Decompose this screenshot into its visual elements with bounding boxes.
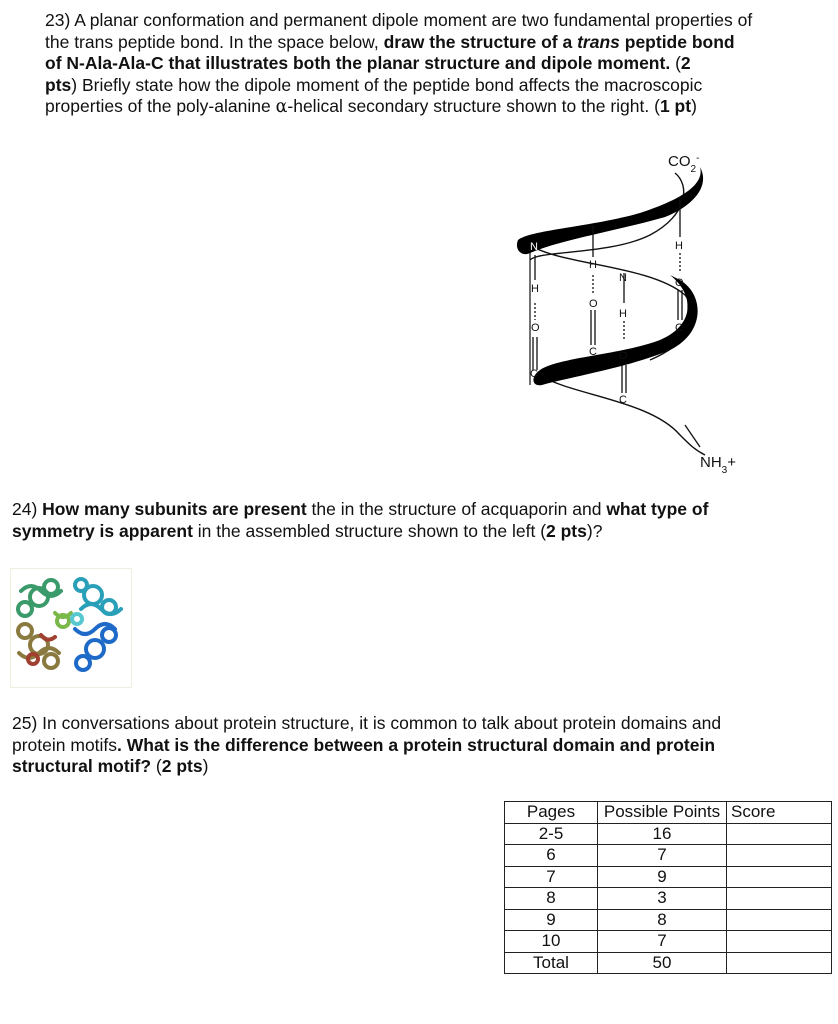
page-cell: 8 [505,888,598,910]
q23-text: properties of the poly-alanine [45,96,276,116]
q24-line-2 [12,521,812,543]
q23-alpha: α [275,97,288,117]
q25-line-1 [12,713,812,735]
q25-line-2 [12,735,812,757]
table-row [505,866,832,888]
q23-text: ) Briefly state how the dipole moment of the peptide bond affects the macroscopic [71,74,703,95]
q23-bold: peptide bond [619,31,735,52]
helix-atom-label: H [675,240,683,252]
aquaporin-image [10,568,132,688]
q24-text: the in the structure of acquaporin and [306,499,607,519]
q25-points: 2 pts [161,756,203,776]
score-cell[interactable] [727,952,832,974]
score-cell[interactable] [727,888,832,910]
q23-trans: trans [577,31,620,52]
q23-points: pts [45,74,72,95]
q24-bold: symmetry is apparent [12,520,193,541]
q24-text: 24) [12,499,43,519]
helix-atom-label: N [619,272,627,284]
helix-atom-label: O [589,298,598,310]
header-possible-points: Possible Points [598,802,727,824]
q23-text: -helical secondary structure shown to the right. ( [287,96,660,116]
q23-line-5 [45,96,805,119]
q23-line-2 [45,32,805,54]
helix-atom-label: O [531,322,540,334]
q24-text: )? [586,520,603,541]
points-cell: 8 [598,909,727,931]
q25-bold: . What is the difference between a protein structural domain and protein [117,734,716,755]
points-cell: 9 [598,866,727,888]
table-row [505,952,832,974]
q23-points: 1 pt [659,96,692,116]
score-cell[interactable] [727,909,832,931]
points-cell: 50 [598,952,727,974]
q23-bold: draw the structure of a [383,31,578,52]
q23-text: the trans peptide bond. In the space below, [45,31,384,52]
helix-atom-label: N [530,241,538,253]
header-pages: Pages [505,802,598,824]
page-cell: 6 [505,845,598,867]
page-cell: 2-5 [505,823,598,845]
score-cell[interactable] [727,931,832,953]
question-24 [12,499,812,542]
table-row [505,888,832,910]
score-table [504,801,832,974]
helix-top-label: $CO_2^-$ [668,152,700,175]
q25-text: 25) In conversations about protein structure, it is common to talk about protein domains and [12,713,722,733]
q24-text: in the assembled structure shown to the left ( [192,520,547,541]
page-cell: 10 [505,931,598,953]
helix-atom-label: C [675,322,683,334]
q25-text: ) [202,756,209,776]
table-row [505,845,832,867]
q25-line-3 [12,756,812,778]
q25-text: protein motifs [12,734,118,755]
q25-bold: structural motif? [12,756,152,776]
helix-atom-label: O [675,277,684,289]
table-row [505,931,832,953]
page-cell: 9 [505,909,598,931]
helix-bottom-label: $NH_3+$ [700,454,736,475]
helix-atom-label: H [531,283,539,295]
q23-points: 2 [680,53,691,73]
helix-atom-label: H [589,259,597,271]
question-23 [45,10,805,119]
q23-text: 23) A planar conformation and permanent dipole moment are two fundamental properties of [45,10,753,30]
points-cell: 7 [598,931,727,953]
score-cell[interactable] [727,823,832,845]
alpha-helix-figure [500,145,780,475]
q23-bold: of N-Ala-Ala-C that illustrates both the planar structure and dipole moment. [45,53,671,73]
points-cell: 16 [598,823,727,845]
q24-bold: what type of [606,499,709,519]
helix-atom-label: O [619,350,628,362]
helix-atom-label: C [530,368,538,380]
q24-bold: How many subunits are present [42,499,307,519]
q23-text: ( [670,53,681,73]
score-cell[interactable] [727,845,832,867]
helix-atom-label: C [619,394,627,406]
score-cell[interactable] [727,866,832,888]
question-25 [12,713,812,778]
q23-text: ) [691,96,697,116]
helix-atom-label: C [589,346,597,358]
q24-points: 2 pts [546,520,587,541]
points-cell: 7 [598,845,727,867]
header-score: Score [727,802,832,824]
helix-ribbon [533,275,697,385]
table-row [505,823,832,845]
page-cell: 7 [505,866,598,888]
points-cell: 3 [598,888,727,910]
q23-line-3 [45,53,805,75]
q23-line-1 [45,10,805,32]
table-row [505,909,832,931]
q23-line-4 [45,75,805,97]
page-cell: Total [505,952,598,974]
score-table-header [505,802,832,824]
helix-atom-label: H [619,308,627,320]
q24-line-1 [12,499,812,521]
q25-text: ( [151,756,162,776]
